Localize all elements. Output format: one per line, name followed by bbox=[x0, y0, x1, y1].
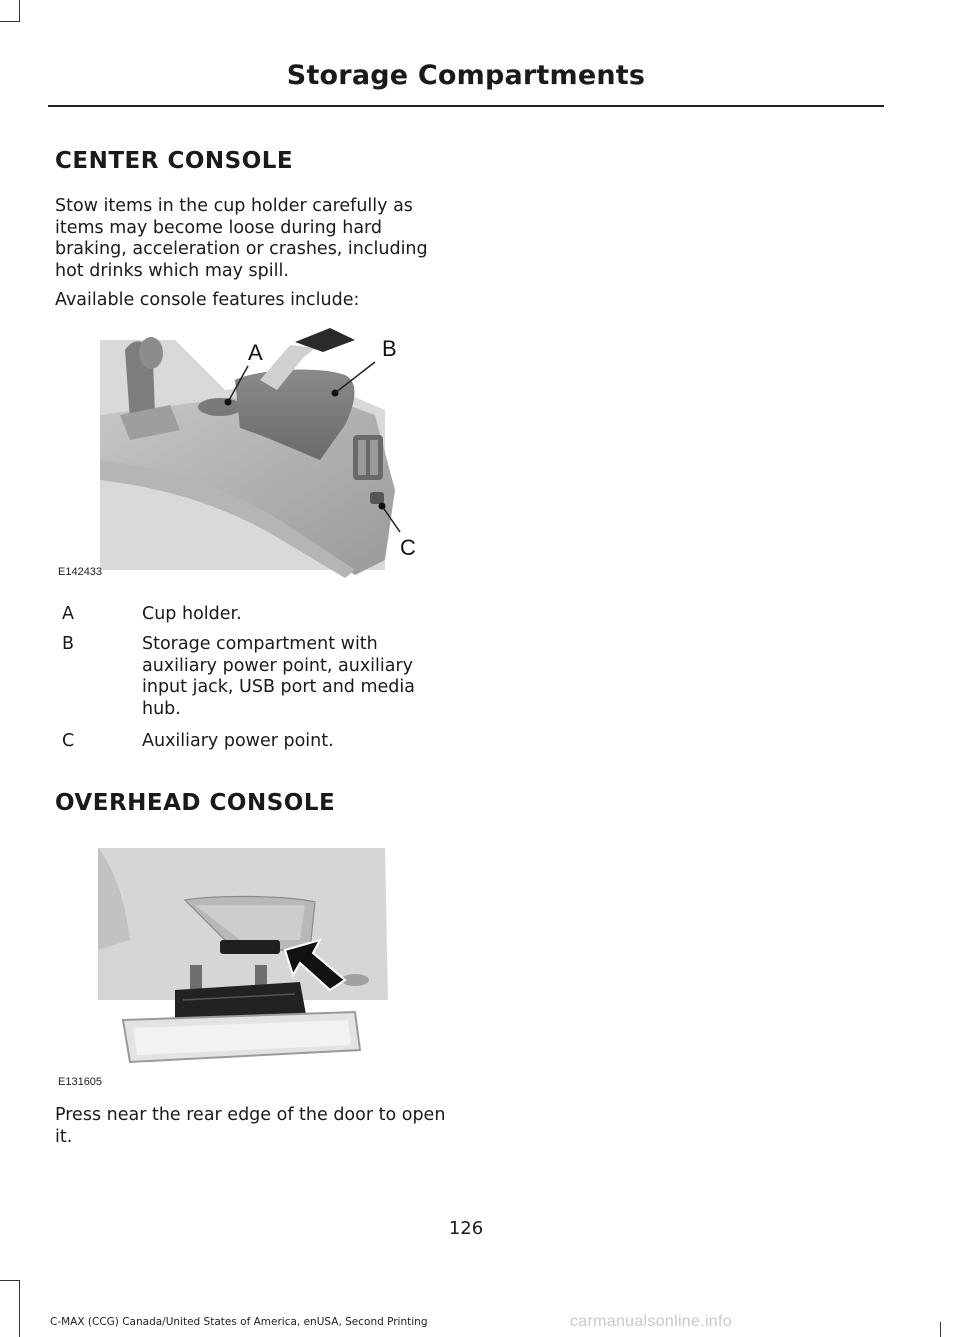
overhead-console-illustration bbox=[55, 840, 395, 1090]
callout-a: A bbox=[248, 340, 263, 365]
figure-code: E131605 bbox=[58, 1076, 103, 1088]
figure-code: E142433 bbox=[58, 566, 103, 578]
crop-mark-bottom-right-v bbox=[940, 1322, 941, 1337]
legend-text: Auxiliary power point. bbox=[142, 731, 334, 751]
legend-text: Cup holder. bbox=[142, 604, 242, 624]
center-console-heading: CENTER CONSOLE bbox=[55, 148, 294, 174]
callout-b: B bbox=[382, 336, 397, 361]
center-console-intro: Stow items in the cup holder carefully as items may become loose during hard braking, acceleration or crashes, including hot drinks which may spill. bbox=[55, 196, 428, 281]
center-console-illustration bbox=[55, 320, 455, 585]
legend-key: C bbox=[62, 731, 75, 751]
console-features-intro: Available console features include: bbox=[55, 290, 360, 310]
overhead-console-instruction: Press near the rear edge of the door to open it. bbox=[55, 1105, 446, 1147]
edition-info: C-MAX (CCG) Canada/United States of America, enUSA, Second Printing bbox=[50, 1316, 428, 1328]
crop-mark-top-left-h bbox=[0, 21, 20, 22]
legend-item-c bbox=[62, 731, 462, 753]
legend-text: Storage compartment with auxiliary power point, auxiliary input jack, USB port and media hub. bbox=[142, 634, 415, 719]
header-divider bbox=[48, 105, 884, 107]
callout-c: C bbox=[400, 535, 416, 560]
legend-item-a bbox=[62, 604, 462, 626]
page-number: 126 bbox=[448, 1218, 484, 1239]
page-header-title: Storage Compartments bbox=[286, 60, 646, 91]
overhead-console-drawing bbox=[55, 840, 395, 1090]
center-console-drawing bbox=[55, 320, 455, 585]
legend-key: B bbox=[62, 634, 75, 654]
crop-mark-bottom-left-v bbox=[19, 1280, 20, 1337]
crop-mark-bottom-left-h bbox=[0, 1280, 20, 1281]
legend-item-b bbox=[62, 634, 462, 722]
legend-key: A bbox=[62, 604, 74, 624]
crop-mark-top-left-v bbox=[19, 0, 20, 22]
overhead-console-heading: OVERHEAD CONSOLE bbox=[55, 790, 336, 816]
watermark: carmanualsonline.info bbox=[570, 1313, 732, 1330]
